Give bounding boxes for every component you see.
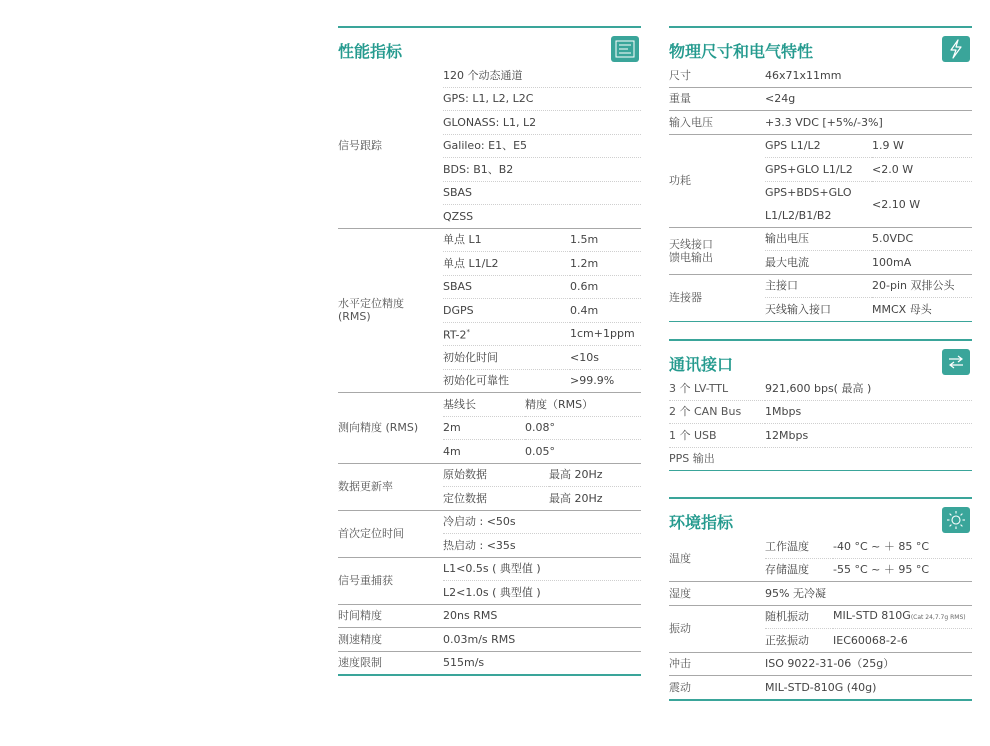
velocity-accuracy-label: 测速精度 <box>338 628 443 652</box>
comm-port: 3 个 LV-TTL <box>669 377 765 400</box>
antenna-value: 100mA <box>872 255 912 269</box>
horizontal-mode: SBAS <box>443 275 570 299</box>
power-mode: GPS L1/L2 <box>765 134 872 158</box>
voltage-value: +3.3 VDC [+5%/-3%] <box>765 111 972 135</box>
quake-value: MIL-STD-810G (40g) <box>765 676 972 699</box>
comm-rate: 1Mbps <box>765 400 972 424</box>
list-icon <box>611 36 639 62</box>
vibration-standard: IEC60068-2-6 <box>833 633 908 647</box>
antenna-value: 5.0VDC <box>872 227 972 251</box>
time-accuracy-value: 20ns RMS <box>443 604 641 628</box>
horizontal-label-line2: (RMS) <box>338 310 371 324</box>
tracking-item: Galileo: E1、E5 <box>443 134 641 158</box>
power-value: <2.10 W <box>872 197 921 211</box>
tracking-label: 信号跟踪 <box>338 139 382 153</box>
tracking-item: 120 个动态通道 <box>443 64 641 87</box>
comm-table <box>669 377 972 470</box>
env-title: 环境指标 <box>669 513 734 532</box>
update-label: 数据更新率 <box>338 463 443 510</box>
first-fix-label: 首次定位时间 <box>338 510 443 557</box>
horizontal-mode <box>443 322 570 346</box>
vibration-note: (Cat 24,7.7g RMS) <box>910 614 966 622</box>
antenna-label-line2: 馈电输出 <box>669 250 713 264</box>
connector-name: 主接口 <box>765 274 872 298</box>
env-section <box>669 497 972 701</box>
heading-col-baseline: 基线长 <box>443 393 525 417</box>
performance-section <box>338 26 641 676</box>
horizontal-mode: 初始化时间 <box>443 346 570 370</box>
update-type: 定位数据 <box>443 491 487 505</box>
reacq-item: L2<1.0s ( 典型值 ) <box>443 585 541 599</box>
vibration-label: 振动 <box>669 605 765 652</box>
comm-section <box>669 339 972 471</box>
comm-port: 1 个 USB <box>669 424 765 448</box>
rt2-name: RT-2 <box>443 328 467 342</box>
velocity-limit-value: 515m/s <box>443 651 641 674</box>
physical-table <box>669 64 972 321</box>
horizontal-value: 0.4m <box>570 299 641 323</box>
connector-value: 20-pin 双排公头 <box>872 274 972 298</box>
sun-icon <box>942 507 970 533</box>
connector-name: 天线输入接口 <box>765 302 831 316</box>
horizontal-label-line1: 水平定位精度 <box>338 297 404 311</box>
tracking-item: BDS: B1、B2 <box>443 158 641 182</box>
horizontal-value: 1.5m <box>570 228 641 252</box>
horizontal-mode: 初始化可靠性 <box>443 374 509 388</box>
comm-rate <box>765 447 972 470</box>
update-value: 最高 20Hz <box>549 491 603 505</box>
shock-label: 冲击 <box>669 652 765 676</box>
physical-end-rule <box>669 321 972 322</box>
env-header <box>669 497 972 535</box>
temperature-label: 温度 <box>669 551 691 565</box>
heading-col-accuracy: 精度（RMS） <box>525 393 641 417</box>
horizontal-mode: 单点 L1 <box>443 228 570 252</box>
power-mode: GPS+GLO L1/L2 <box>765 158 872 182</box>
size-value: 46x71x11mm <box>765 68 842 82</box>
env-table <box>669 535 972 699</box>
performance-end-rule <box>338 674 641 676</box>
comm-header <box>669 339 972 377</box>
performance-table <box>338 64 641 392</box>
comm-port: PPS 输出 <box>669 452 715 466</box>
horizontal-value: 1cm+1ppm <box>570 322 641 346</box>
antenna-label <box>669 227 765 274</box>
weight-label: 重量 <box>669 87 765 111</box>
env-end-rule <box>669 699 972 701</box>
physical-section <box>669 26 972 322</box>
physical-title: 物理尺寸和电气特性 <box>669 42 814 61</box>
vibration-type: 随机振动 <box>765 605 833 629</box>
heading-baseline: 4m <box>443 444 461 458</box>
velocity-accuracy-value: 0.03m/s RMS <box>443 628 641 652</box>
update-value: 最高 20Hz <box>549 463 641 487</box>
quake-label: 震动 <box>669 676 765 699</box>
comm-rate: 12Mbps <box>765 424 972 448</box>
heading-table <box>338 392 641 463</box>
comm-rate: 921,600 bps( 最高 ) <box>765 377 972 400</box>
performance-header <box>338 26 641 64</box>
horizontal-mode: DGPS <box>443 299 570 323</box>
temperature-type: 工作温度 <box>765 535 833 558</box>
tracking-item: SBAS <box>443 181 641 205</box>
horizontal-value: 0.6m <box>570 275 641 299</box>
voltage-label: 输入电压 <box>669 111 765 135</box>
connector-value: MMCX 母头 <box>872 302 932 316</box>
horizontal-mode: 单点 L1/L2 <box>443 252 570 276</box>
antenna-param: 输出电压 <box>765 227 872 251</box>
horizontal-value: 1.2m <box>570 252 641 276</box>
lightning-icon <box>942 36 970 62</box>
first-fix-item: 冷启动 : <50s <box>443 510 641 534</box>
temperature-range: -55 °C ~ ＋ 95 °C <box>833 563 930 577</box>
time-accuracy-label: 时间精度 <box>338 604 443 628</box>
vibration-standard-name: MIL-STD 810G <box>833 609 911 623</box>
heading-baseline: 2m <box>443 416 525 440</box>
performance-title: 性能指标 <box>338 42 403 61</box>
shock-value: ISO 9022-31-06（25g） <box>765 652 972 676</box>
update-type: 原始数据 <box>443 463 549 487</box>
comm-title: 通讯接口 <box>669 355 734 374</box>
tracking-item: GLONASS: L1, L2 <box>443 111 641 135</box>
weight-value: <24g <box>765 87 972 111</box>
power-value: <2.0 W <box>872 158 972 182</box>
power-mode-cont: L1/L2/B1/B2 <box>765 208 832 222</box>
temperature-range: -40 °C ~ ＋ 85 °C <box>833 535 972 558</box>
horizontal-label <box>338 228 443 392</box>
temperature-type: 存储温度 <box>765 563 809 577</box>
reacq-item: L1<0.5s ( 典型值 ) <box>443 557 641 581</box>
vibration-type: 正弦振动 <box>765 633 809 647</box>
size-label: 尺寸 <box>669 68 691 82</box>
vibration-standard <box>833 605 972 629</box>
connector-label: 连接器 <box>669 274 765 321</box>
tracking-item: QZSS <box>443 209 474 223</box>
misc-table <box>338 510 641 675</box>
antenna-param: 最大电流 <box>765 255 809 269</box>
comm-port: 2 个 CAN Bus <box>669 400 765 424</box>
heading-label: 测向精度 (RMS) <box>338 393 443 463</box>
power-mode: GPS+BDS+GLO <box>765 186 852 200</box>
swap-arrows-icon <box>942 349 970 375</box>
horizontal-value: >99.9% <box>570 374 615 388</box>
tracking-item: GPS: L1, L2, L2C <box>443 87 641 111</box>
reacq-label: 信号重捕获 <box>338 557 443 604</box>
heading-accuracy: 0.05° <box>525 444 555 458</box>
velocity-limit-label: 速度限制 <box>338 651 443 674</box>
physical-header <box>669 26 972 64</box>
heading-accuracy: 0.08° <box>525 416 641 440</box>
first-fix-item: 热启动 : <35s <box>443 538 516 552</box>
rt2-footnote: * <box>466 327 471 336</box>
humidity-label: 湿度 <box>669 582 765 606</box>
humidity-value: 95% 无冷凝 <box>765 582 972 606</box>
power-value: 1.9 W <box>872 134 972 158</box>
comm-end-rule <box>669 470 972 471</box>
update-table <box>338 463 641 510</box>
antenna-label-line1: 天线接口 <box>669 237 713 251</box>
power-label: 功耗 <box>669 134 765 227</box>
horizontal-value: <10s <box>570 346 641 370</box>
